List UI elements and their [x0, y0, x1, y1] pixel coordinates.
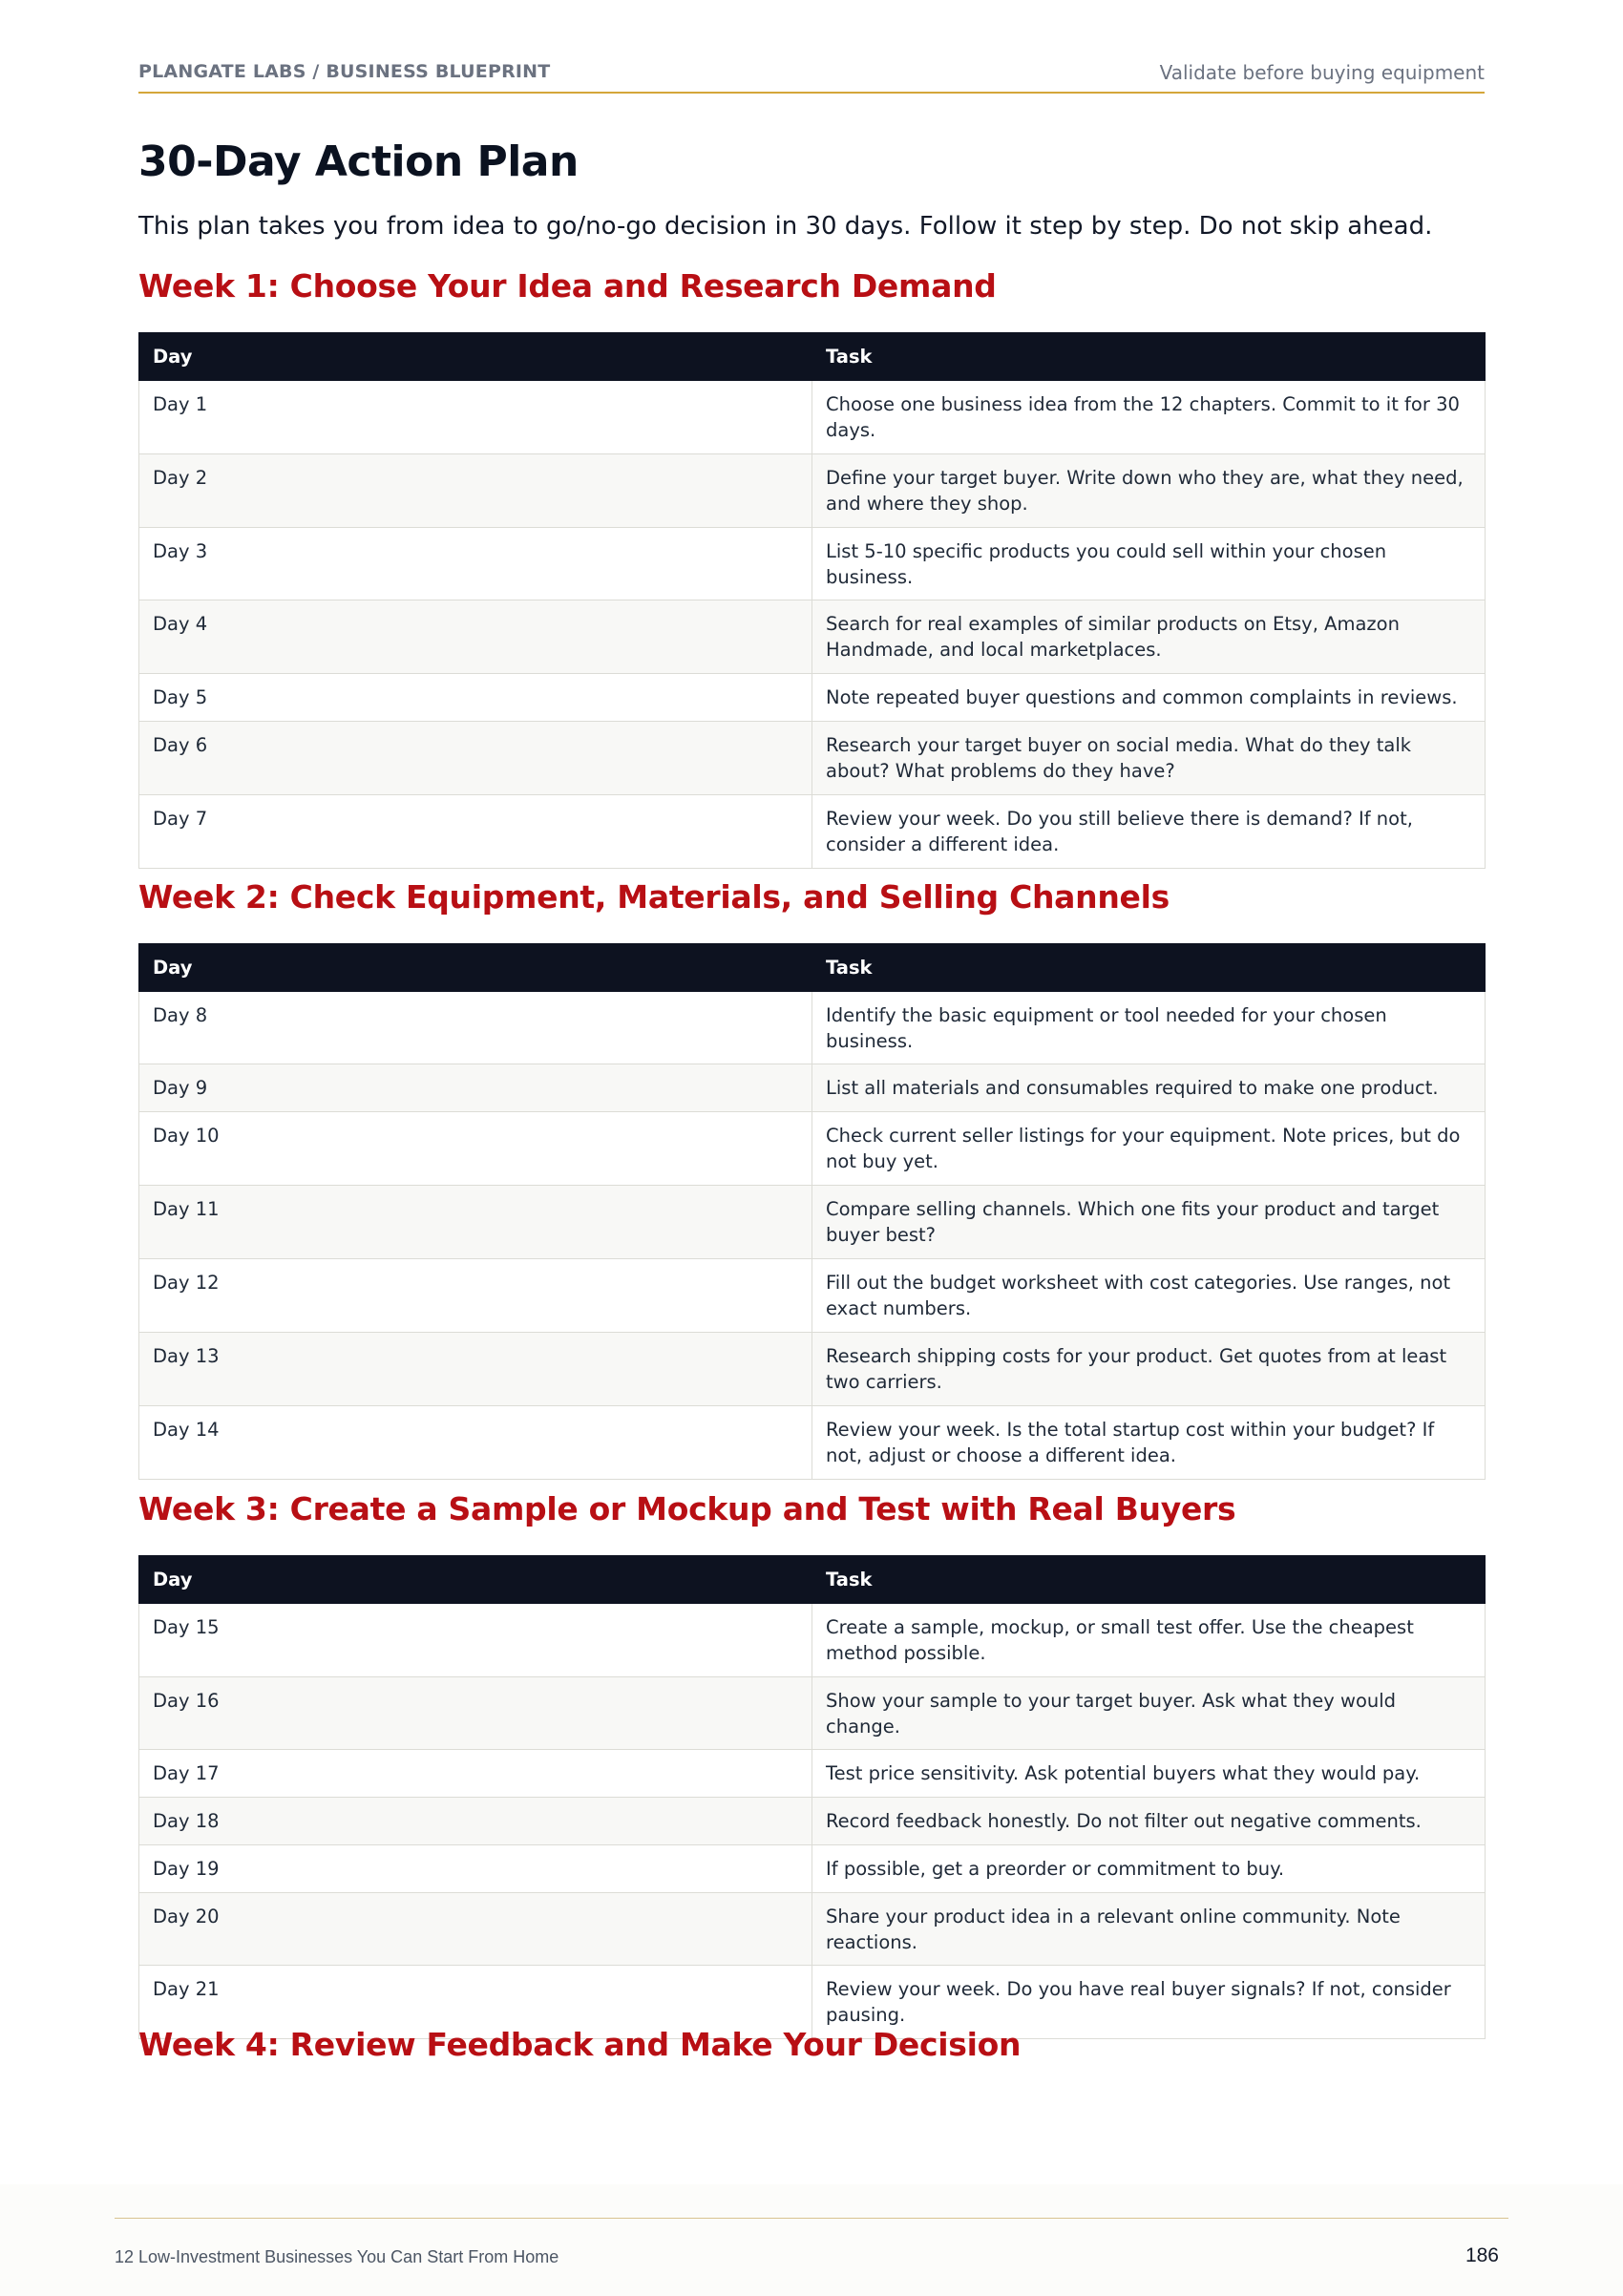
table-row: [139, 528, 1486, 600]
task-cell: Review your week. Is the total startup cost within your budget? If not, adjust or choose a different idea.: [812, 1406, 1486, 1480]
day-cell: Day 11: [139, 1186, 812, 1259]
day-cell: Day 9: [139, 1064, 812, 1112]
table-row: [139, 1112, 1486, 1186]
day-cell: Day 17: [139, 1750, 812, 1798]
table-row: [139, 992, 1486, 1064]
header-tagline: Validate before buying equipment: [1159, 61, 1485, 84]
day-cell: Day 21: [139, 1966, 812, 2039]
task-cell: Choose one business idea from the 12 chapters. Commit to it for 30 days.: [812, 381, 1486, 454]
table-row: [139, 795, 1486, 869]
task-cell: Check current seller listings for your equipment. Note prices, but do not buy yet.: [812, 1112, 1486, 1186]
day-cell: Day 10: [139, 1112, 812, 1186]
week-1-table: [138, 332, 1486, 869]
table-header-row: [139, 333, 1486, 381]
week-3-heading: Week 3: Create a Sample or Mockup and Test with Real Buyers: [138, 1490, 1236, 1527]
task-cell: Review your week. Do you still believe there is demand? If not, consider a different idea.: [812, 795, 1486, 869]
table-row: [139, 1893, 1486, 1966]
task-cell: Define your target buyer. Write down who they are, what they need, and where they shop.: [812, 454, 1486, 528]
week-3-table: [138, 1555, 1486, 2039]
day-cell: Day 12: [139, 1259, 812, 1333]
task-cell: List 5-10 specific products you could sell within your chosen business.: [812, 528, 1486, 600]
week-1-heading: Week 1: Choose Your Idea and Research Demand: [138, 267, 997, 305]
table-row: [139, 1406, 1486, 1480]
week-4-heading: Week 4: Review Feedback and Make Your Decision: [138, 2026, 1022, 2063]
day-cell: Day 4: [139, 600, 812, 674]
column-header-day: Day: [139, 333, 812, 381]
day-cell: Day 20: [139, 1893, 812, 1966]
task-cell: If possible, get a preorder or commitment to buy.: [812, 1845, 1486, 1893]
table-row: [139, 1259, 1486, 1333]
column-header-day: Day: [139, 1556, 812, 1604]
day-cell: Day 15: [139, 1604, 812, 1677]
task-cell: Record feedback honestly. Do not filter out negative comments.: [812, 1798, 1486, 1845]
task-cell: Fill out the budget worksheet with cost categories. Use ranges, not exact numbers.: [812, 1259, 1486, 1333]
table-row: [139, 1677, 1486, 1750]
day-cell: Day 8: [139, 992, 812, 1064]
week-2-table: [138, 943, 1486, 1480]
page-title: 30-Day Action Plan: [138, 137, 579, 186]
footer-book-title: 12 Low-Investment Businesses You Can Start From Home: [115, 2247, 559, 2266]
task-cell: Research shipping costs for your product. Get quotes from at least two carriers.: [812, 1333, 1486, 1406]
task-cell: Test price sensitivity. Ask potential buyers what they would pay.: [812, 1750, 1486, 1798]
day-cell: Day 1: [139, 381, 812, 454]
task-cell: Show your sample to your target buyer. Ask what they would change.: [812, 1677, 1486, 1750]
day-cell: Day 7: [139, 795, 812, 869]
header-breadcrumb: PLANGATE LABS / BUSINESS BLUEPRINT: [138, 61, 551, 82]
day-cell: Day 5: [139, 674, 812, 722]
table-row: [139, 1064, 1486, 1112]
table-header-row: [139, 1556, 1486, 1604]
table-row: [139, 1845, 1486, 1893]
task-cell: List all materials and consumables required to make one product.: [812, 1064, 1486, 1112]
day-cell: Day 13: [139, 1333, 812, 1406]
day-cell: Day 2: [139, 454, 812, 528]
table-row: [139, 1750, 1486, 1798]
table-row: [139, 600, 1486, 674]
table-row: [139, 1604, 1486, 1677]
task-cell: Identify the basic equipment or tool needed for your chosen business.: [812, 992, 1486, 1064]
task-cell: Research your target buyer on social media. What do they talk about? What problems do they have?: [812, 722, 1486, 795]
table-row: [139, 381, 1486, 454]
column-header-task: Task: [812, 333, 1486, 381]
table-row: [139, 1333, 1486, 1406]
table-row: [139, 1186, 1486, 1259]
footer-divider: [115, 2218, 1508, 2219]
running-header: [138, 59, 1485, 94]
column-header-task: Task: [812, 1556, 1486, 1604]
day-cell: Day 19: [139, 1845, 812, 1893]
table-row: [139, 674, 1486, 722]
table-row: [139, 454, 1486, 528]
task-cell: Note repeated buyer questions and common complaints in reviews.: [812, 674, 1486, 722]
task-cell: Share your product idea in a relevant online community. Note reactions.: [812, 1893, 1486, 1966]
task-cell: Compare selling channels. Which one fits your product and target buyer best?: [812, 1186, 1486, 1259]
day-cell: Day 14: [139, 1406, 812, 1480]
table-header-row: [139, 944, 1486, 992]
page-number: 186: [1465, 2244, 1499, 2266]
column-header-day: Day: [139, 944, 812, 992]
task-cell: Create a sample, mockup, or small test offer. Use the cheapest method possible.: [812, 1604, 1486, 1677]
week-2-heading: Week 2: Check Equipment, Materials, and Selling Channels: [138, 878, 1170, 916]
task-cell: Review your week. Do you have real buyer signals? If not, consider pausing.: [812, 1966, 1486, 2039]
day-cell: Day 18: [139, 1798, 812, 1845]
day-cell: Day 16: [139, 1677, 812, 1750]
task-cell: Search for real examples of similar products on Etsy, Amazon Handmade, and local marketplaces.: [812, 600, 1486, 674]
intro-paragraph: This plan takes you from idea to go/no-go decision in 30 days. Follow it step by step. Do not skip ahead.: [138, 212, 1433, 241]
column-header-task: Task: [812, 944, 1486, 992]
footer-band: [0, 2184, 1623, 2296]
table-row: [139, 1798, 1486, 1845]
day-cell: Day 6: [139, 722, 812, 795]
table-row: [139, 722, 1486, 795]
day-cell: Day 3: [139, 528, 812, 600]
